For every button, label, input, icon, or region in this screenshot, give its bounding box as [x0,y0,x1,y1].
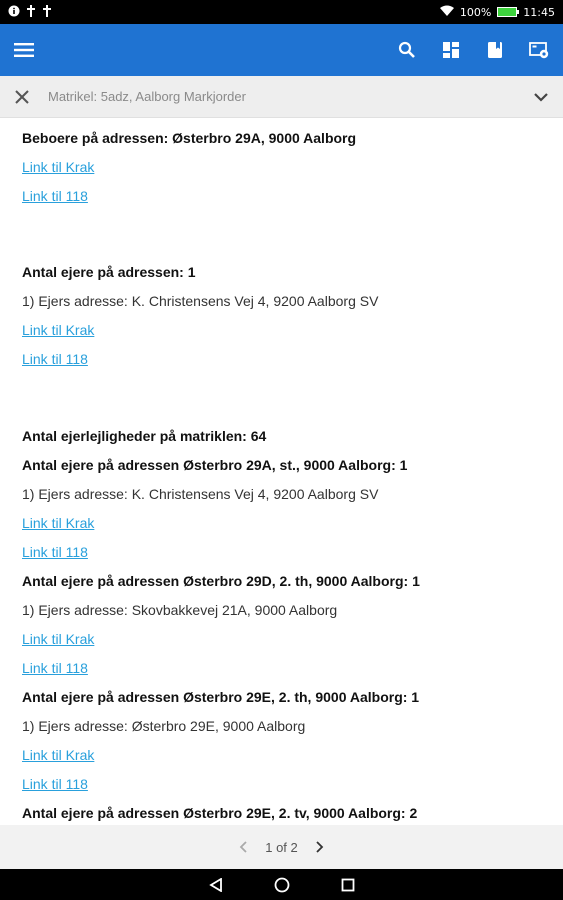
chevron-down-icon [534,92,548,102]
krak-link[interactable]: Link til Krak [22,631,95,647]
unit-heading: Antal ejere på adressen Østerbro 29A, st., 9000 Aalborg: 1 [22,457,408,473]
unit-heading: Antal ejere på adressen Østerbro 29E, 2. tv, 9000 Aalborg: 2 [22,805,418,821]
owner-address: 1) Ejers adresse: Skovbakkevej 21A, 9000 Aalborg [22,602,338,618]
layers-icon [442,41,460,59]
bookmark-icon [487,41,503,59]
screen-settings-button[interactable] [527,38,551,62]
page-indicator: 1 of 2 [265,839,298,855]
owner-address: 1) Ejers adresse: K. Christensens Vej 4, 9200 Aalborg SV [22,293,379,309]
close-icon [15,90,29,104]
owner-address: 1) Ejers adresse: Østerbro 29E, 9000 Aalborg [22,718,306,734]
118-link[interactable]: Link til 118 [22,776,88,792]
krak-link[interactable]: Link til Krak [22,159,95,175]
filter-bar [0,76,563,118]
pager [0,825,563,869]
118-link[interactable]: Link til 118 [22,351,88,367]
chevron-left-icon [239,841,247,853]
recents-button[interactable] [337,874,359,896]
krak-link[interactable]: Link til Krak [22,747,95,763]
filter-label: Matrikel: 5adz, Aalborg Markjorder [48,89,246,104]
layers-button[interactable] [439,38,463,62]
search-icon [398,41,416,59]
wifi-icon [440,5,454,20]
next-page-button[interactable] [310,837,330,857]
battery-icon [497,7,517,17]
app-toolbar [0,24,563,76]
battery-percent: 100% [459,5,492,19]
back-button[interactable] [205,874,227,896]
search-button[interactable] [395,38,419,62]
cross-icon [42,5,52,20]
unit-heading: Antal ejere på adressen Østerbro 29D, 2. th, 9000 Aalborg: 1 [22,573,420,589]
118-link[interactable]: Link til 118 [22,188,88,204]
residents-heading: Beboere på adressen: Østerbro 29A, 9000 Aalborg [22,130,357,146]
bookmark-button[interactable] [483,38,507,62]
118-link[interactable]: Link til 118 [22,544,88,560]
status-bar [0,0,563,24]
owner-address: 1) Ejers adresse: K. Christensens Vej 4, 9200 Aalborg SV [22,486,379,502]
owners-count-heading: Antal ejere på adressen: 1 [22,264,196,280]
cross-icon [26,5,36,20]
home-icon [274,877,290,893]
expand-filter-button[interactable] [529,85,553,109]
krak-link[interactable]: Link til Krak [22,322,95,338]
menu-button[interactable] [12,38,36,62]
118-link[interactable]: Link til 118 [22,660,88,676]
menu-icon [14,42,34,58]
clear-filter-button[interactable] [10,85,34,109]
home-button[interactable] [271,874,293,896]
recents-icon [341,878,355,892]
report-content [0,118,563,825]
chevron-right-icon [316,841,324,853]
back-icon [209,878,223,892]
previous-page-button[interactable] [233,837,253,857]
screen-settings-icon [529,41,549,59]
system-nav-bar [0,869,563,900]
krak-link[interactable]: Link til Krak [22,515,95,531]
apartments-heading: Antal ejerlejligheder på matriklen: 64 [22,428,267,444]
clock: 11:45 [523,5,555,19]
unit-heading: Antal ejere på adressen Østerbro 29E, 2. th, 9000 Aalborg: 1 [22,689,420,705]
info-icon [8,5,20,20]
